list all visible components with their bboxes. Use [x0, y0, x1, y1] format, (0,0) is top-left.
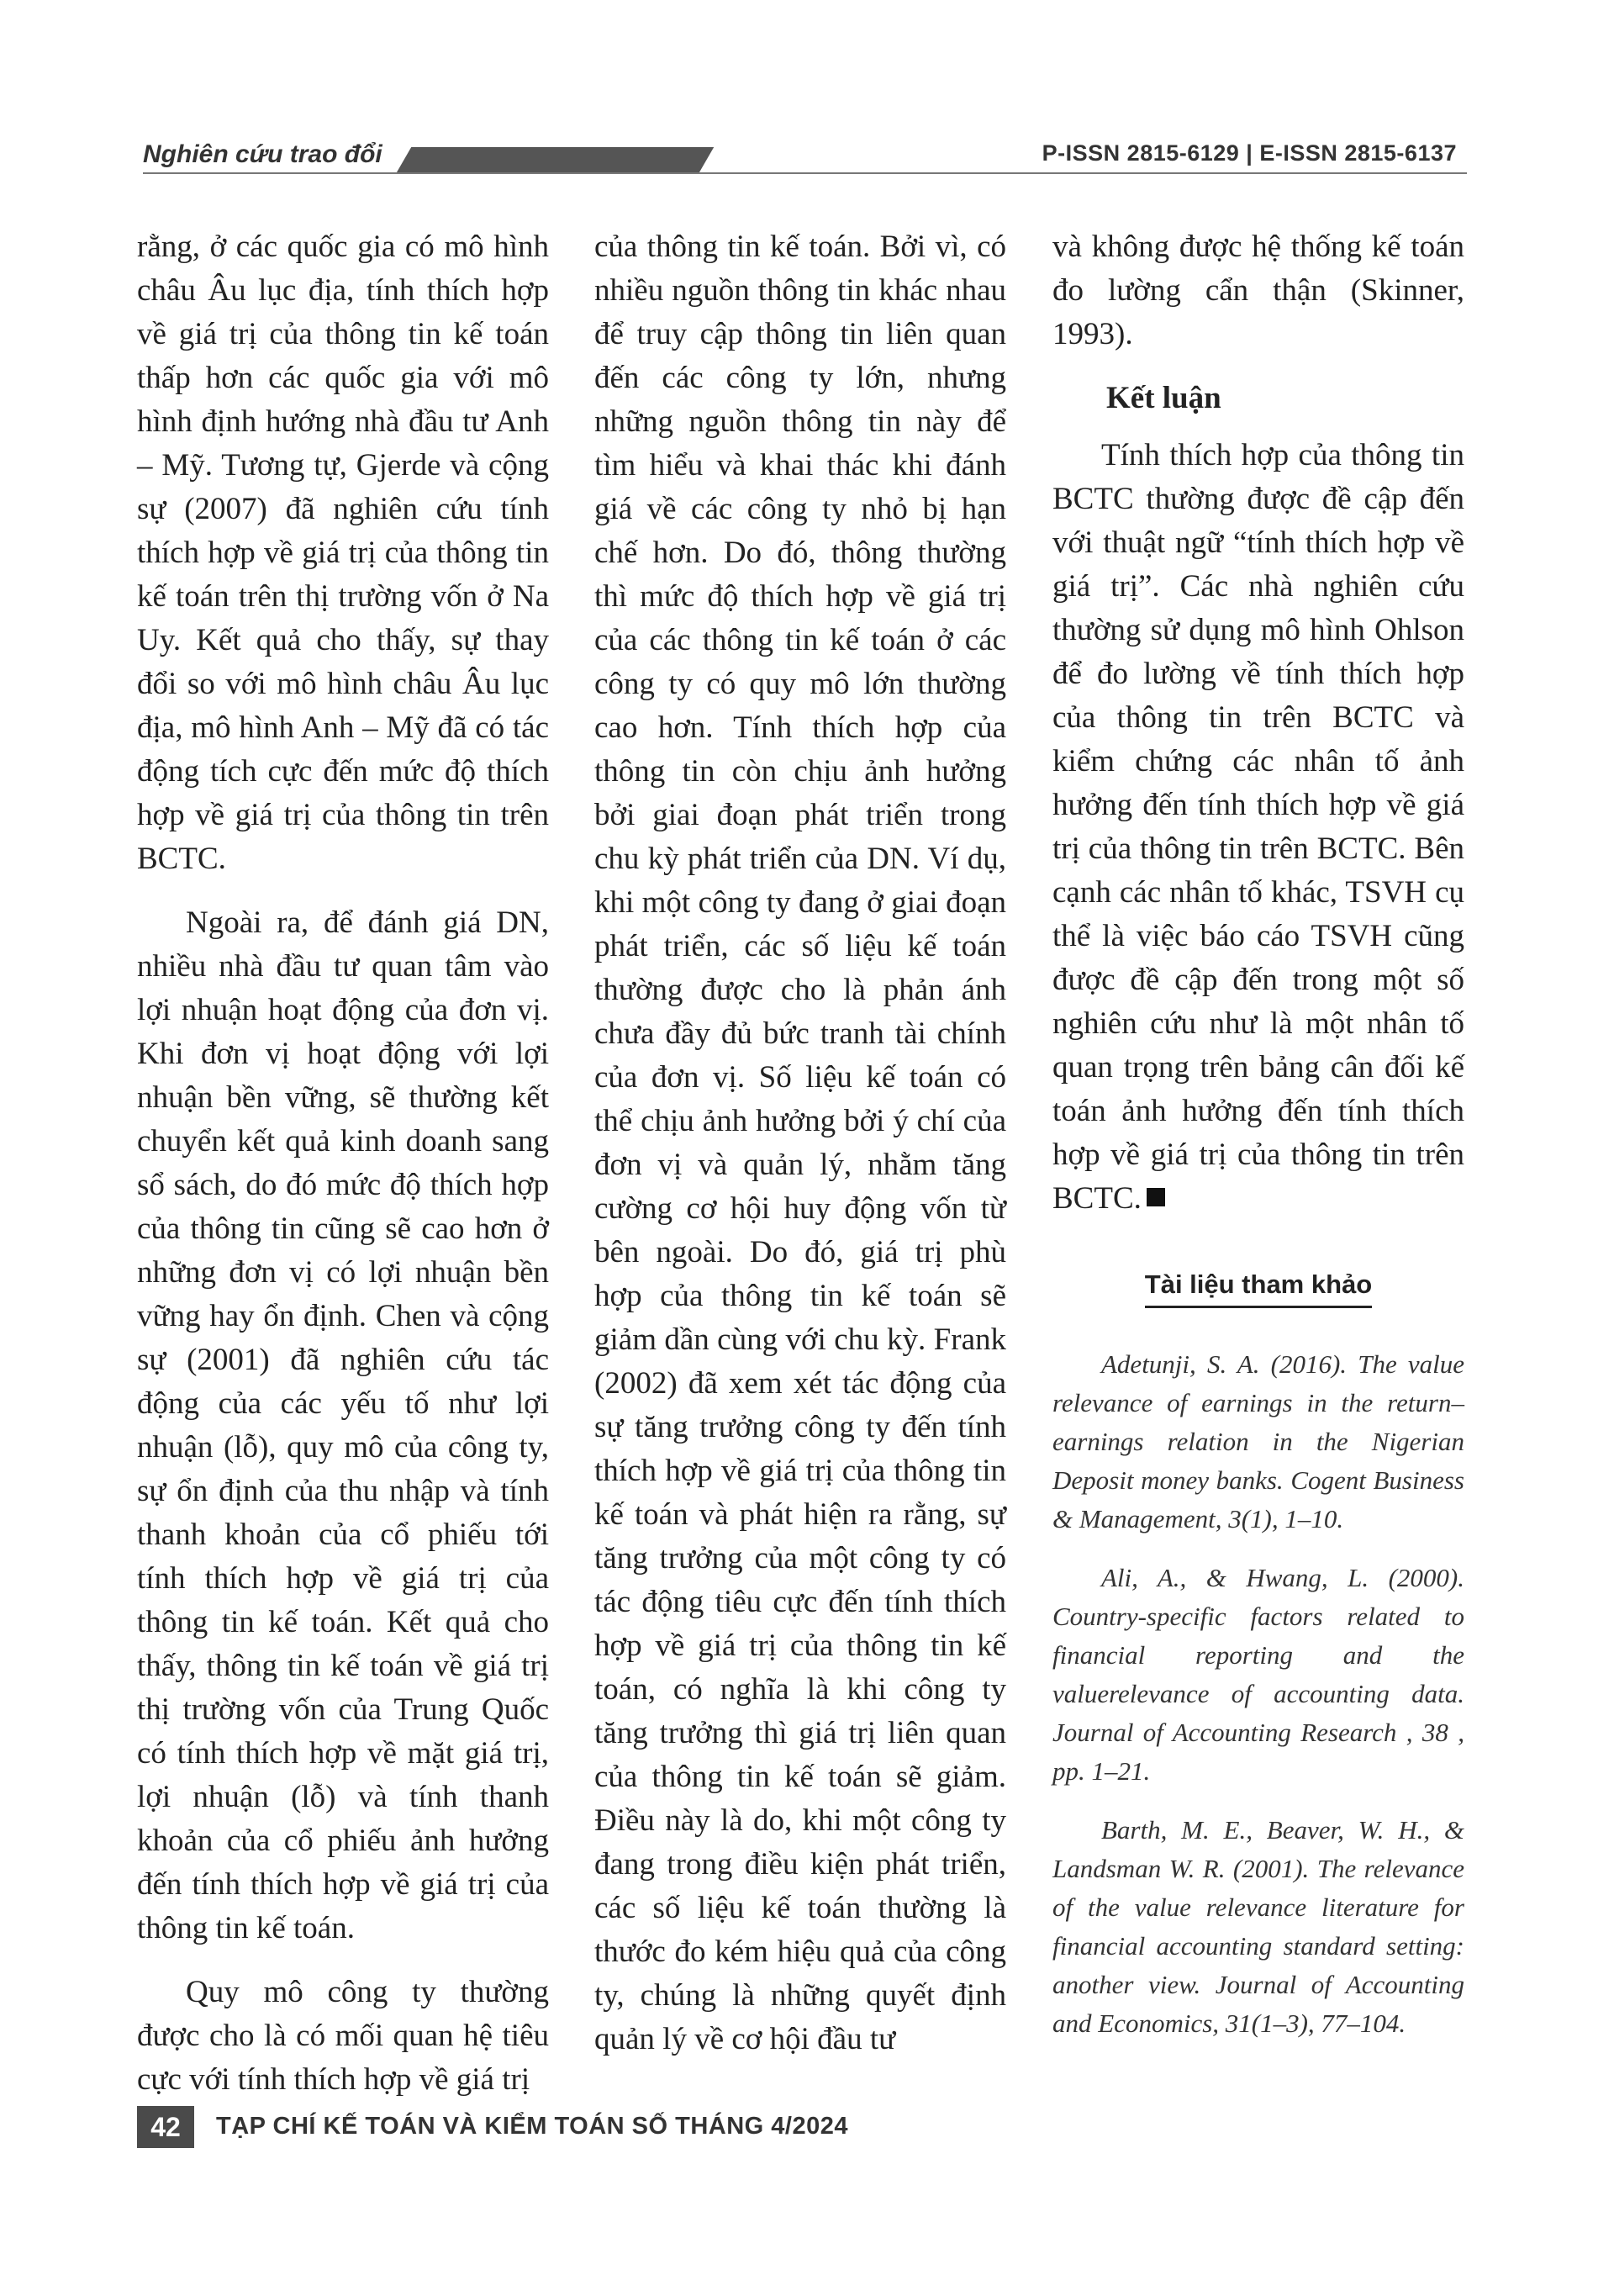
paragraph: Quy mô công ty thường được cho là có mối quan hệ tiêu cực với tính thích hợp về giá trị	[137, 1975, 549, 2097]
conclusion-text: Tính thích hợp của thông tin BCTC thường được đề cập đến với thuật ngữ “tính thích hợp về giá trị”. Các nhà nghiên cứu thường sử dụng mô hình Ohlson để đo lường về tính thích hợp của thông tin trên BCTC và kiểm chứng các nhân tố ảnh hưởng đến tính thích hợp về giá trị của thông tin trên BCTC. Bên cạnh các nhân tố khác, TSVH cụ thể là việc báo cáo TSVH cũng được đề cập đến trong một số nghiên cứu như là một nhân tố quan trọng trên bảng cân đối kế toán ảnh hưởng đến tính thích hợp về giá trị của thông tin trên BCTC.	[1052, 438, 1464, 1216]
reference-item: Ali, A., & Hwang, L. (2000). Country-specific factors related to financial reporting and the valuerelevance of accounting data. Journal of Accounting Research , 38 , pp. 1–21.	[1052, 1563, 1464, 1786]
column-1	[137, 225, 549, 2122]
conclusion-heading: Kết luận	[1106, 381, 1221, 415]
journal-title: TẠP CHÍ KẾ TOÁN VÀ KIỂM TOÁN SỐ THÁNG 4/2024	[216, 2113, 848, 2140]
header-decoration-bar	[396, 147, 714, 174]
section-title: Nghiên cứu trao đổi	[143, 140, 382, 168]
paragraph: rằng, ở các quốc gia có mô hình châu Âu lục địa, tính thích hợp về giá trị của thông tin kế toán thấp hơn các quốc gia với mô hình định hướng nhà đầu tư Anh – Mỹ. Tương tự, Gjerde và cộng sự (2007) đã nghiên cứu tính thích hợp về giá trị của thông tin kế toán trên thị trường vốn ở Na Uy. Kết quả cho thấy, sự thay đổi so với mô hình châu Âu lục địa, mô hình Anh – Mỹ đã có tác động tích cực đến mức độ thích hợp về giá trị của thông tin trên BCTC.	[137, 230, 549, 876]
paragraph: Ngoài ra, để đánh giá DN, nhiều nhà đầu tư quan tâm vào lợi nhuận hoạt động của đơn vị. Khi đơn vị hoạt động với lợi nhuận bền vững, sẽ thường kết chuyển kết quả kinh doanh sang sổ sách, do đó mức độ thích hợp của thông tin cũng sẽ cao hơn ở những đơn vị có lợi nhuận bền vững hay ổn định. Chen và cộng sự (2001) đã nghiên cứu tác động của các yếu tố như lợi nhuận (lỗ), quy mô của công ty, sự ổn định của thu nhập và tính thanh khoản của cổ phiếu tới tính thích hợp về giá trị của thông tin kế toán. Kết quả cho thấy, thông tin kế toán về giá trị thị trường vốn của Trung Quốc có tính thích hợp về mặt giá trị, lợi nhuận (lỗ) và tính thanh khoản của cổ phiếu ảnh hưởng đến tính thích hợp về giá trị của thông tin kế toán.	[137, 905, 549, 1945]
reference-item: Barth, M. E., Beaver, W. H., & Landsman W. R. (2001). The relevance of the value relevance literature for financial accounting standard setting: another view. Journal of Accounting and Economics, 31(1–3), 77–104.	[1052, 1815, 1464, 2038]
references-heading: Tài liệu tham khảo	[1052, 1263, 1464, 1306]
column-3	[1052, 225, 1464, 2063]
end-mark-icon	[1147, 1188, 1165, 1206]
reference-item: Adetunji, S. A. (2016). The value relevance of earnings in the return–earnings relation in the Nigerian Deposit money banks. Cogent Business & Management, 3(1), 1–10.	[1052, 1349, 1464, 1533]
page-footer	[137, 2106, 978, 2150]
page-number: 42	[137, 2106, 194, 2148]
paragraph: và không được hệ thống kế toán đo lường cẩn thận (Skinner, 1993).	[1052, 230, 1464, 351]
column-2	[594, 225, 1006, 2082]
header-rule	[143, 172, 1467, 174]
paragraph: của thông tin kế toán. Bởi vì, có nhiều nguồn thông tin khác nhau để truy cập thông tin liên quan đến các công ty lớn, nhưng những nguồn thông tin này để tìm hiểu và khai thác khi đánh giá về các công ty nhỏ bị hạn chế hơn. Do đó, thông thường thì mức độ thích hợp về giá trị của các thông tin kế toán ở các công ty có quy mô lớn thường cao hơn. Tính thích hợp của thông tin còn chịu ảnh hưởng bởi giai đoạn phát triển trong chu kỳ phát triển của DN. Ví dụ, khi một công ty đang ở giai đoạn phát triển, các số liệu kế toán thường được cho là phản ánh chưa đầy đủ bức tranh tài chính của đơn vị. Số liệu kế toán có thể chịu ảnh hưởng bởi ý chí của đơn vị và quản lý, nhằm tăng cường cơ hội huy động vốn từ bên ngoài. Do đó, giá trị phù hợp của thông tin kế toán sẽ giảm dần cùng với chu kỳ. Frank (2002) đã xem xét tác động của sự tăng trưởng công ty đến tính thích hợp về giá trị của thông tin kế toán và phát hiện ra rằng, sự tăng trưởng của một công ty có tác động tiêu cực đến tính thích hợp về giá trị của thông tin kế toán, có nghĩa là khi công ty tăng trưởng thì giá trị liên quan của thông tin kế toán sẽ giảm. Điều này là do, khi một công ty đang trong điều kiện phát triển, các số liệu kế toán thường là thước đo kém hiệu quả của công ty, chúng là những quyết định quản lý về cơ hội đầu tư	[594, 230, 1006, 2056]
issn-label: P-ISSN 2815-6129 | E-ISSN 2815-6137	[1042, 140, 1457, 166]
page-header	[143, 139, 1467, 181]
paragraph	[1052, 434, 1464, 1221]
